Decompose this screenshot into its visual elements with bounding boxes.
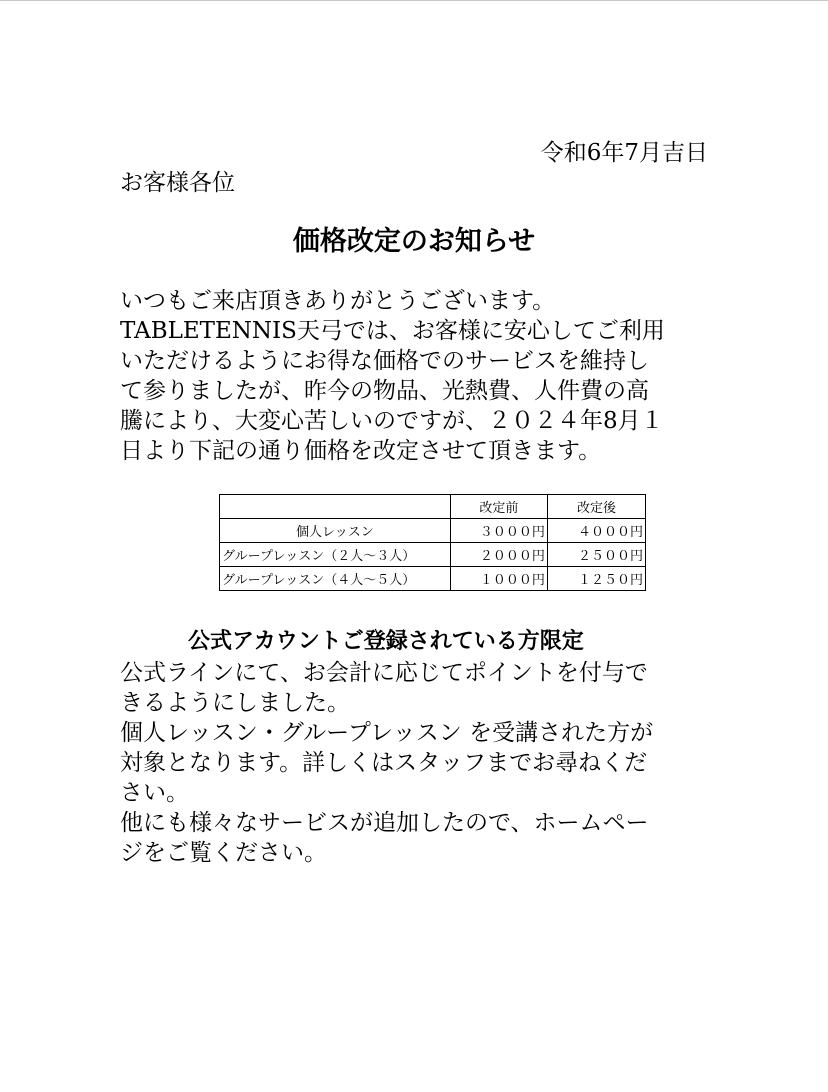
intro-line: て参りましたが、昨今の物品、光熱費、人件費の高	[120, 378, 649, 404]
top-divider	[0, 0, 828, 1]
notice-heading: 公式アカウントご登録されている方限定	[188, 628, 584, 654]
notice-line: さい。	[120, 780, 189, 806]
notice-section	[120, 624, 720, 868]
notice-line: きるようにしました。	[120, 690, 350, 716]
intro-line: 日より下記の通り価格を改定させて頂きます。	[120, 438, 602, 464]
price-before: １０００円	[450, 567, 547, 591]
price-after: ４０００円	[547, 519, 645, 543]
lesson-name: グループレッスン（４人〜５人）	[220, 567, 451, 591]
header-before: 改定前	[450, 495, 547, 519]
lesson-name: 個人レッスン	[220, 519, 451, 543]
recipient-salutation: お客様各位	[120, 170, 235, 196]
table-row	[220, 543, 646, 567]
table-row	[220, 519, 646, 543]
table-header-row	[220, 495, 646, 519]
header-name	[220, 495, 451, 519]
notice-line: 対象となります。詳しくはスタッフまでお尋ねくだ	[120, 750, 648, 776]
notice-line: 他にも様々なサービスが追加したので、ホームペー	[120, 810, 649, 836]
document-date: 令和6年7月吉日	[540, 140, 708, 166]
price-after: ２５００円	[547, 543, 645, 567]
notice-line: ジをご覧ください。	[120, 840, 327, 866]
price-table	[219, 494, 646, 591]
intro-line: いつもご来店頂きありがとうございます。	[120, 288, 556, 314]
intro-line: TABLETENNIS天弓では、お客様に安心してご利用	[120, 318, 665, 344]
intro-paragraph	[120, 286, 720, 466]
price-before: ２０００円	[450, 543, 547, 567]
intro-line: 騰により、大変心苦しいのですが、２０２４年8月１	[120, 408, 664, 434]
notice-line: 個人レッスン・グループレッスン を受講された方が	[120, 720, 654, 746]
lesson-name: グループレッスン（２人〜３人）	[220, 543, 451, 567]
price-before: ３０００円	[450, 519, 547, 543]
notice-line: 公式ラインにて、お会計に応じてポイントを付与で	[120, 660, 648, 686]
price-after: １２５０円	[547, 567, 645, 591]
page-title: 価格改定のお知らせ	[292, 226, 536, 257]
table-row	[220, 567, 646, 591]
intro-line: いただけるようにお得な価格でのサービスを維持し	[120, 348, 649, 374]
header-after: 改定後	[547, 495, 645, 519]
